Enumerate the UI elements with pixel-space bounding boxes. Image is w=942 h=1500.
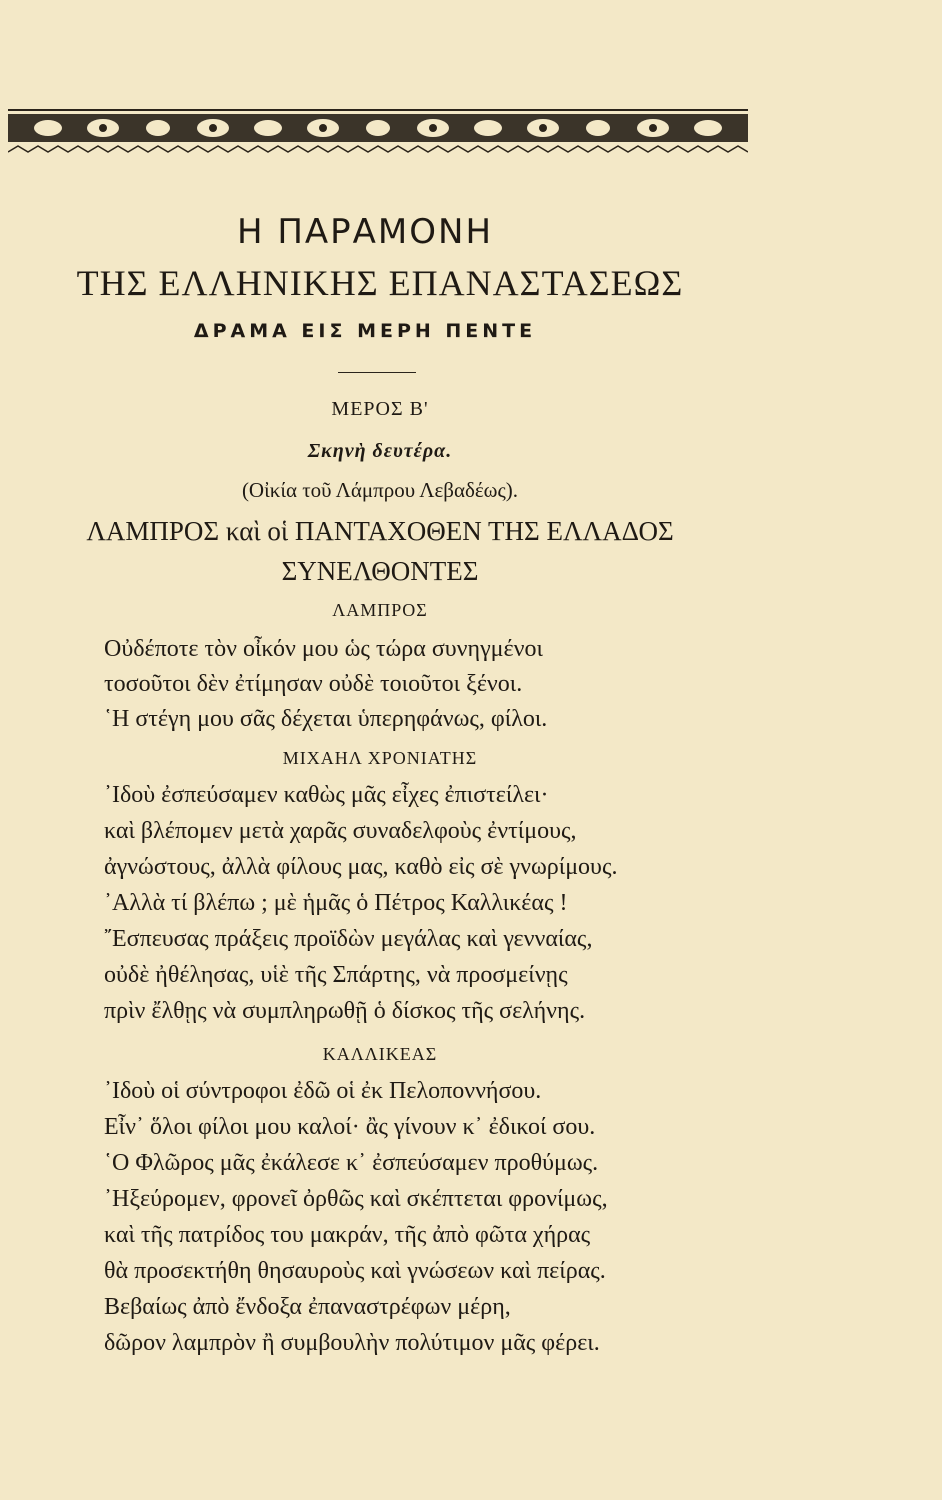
part-heading: ΜΕΡΟΣ Β' xyxy=(331,398,429,420)
verse-line: θὰ προσεκτήθη θησαυροὺς καὶ γνώσεων καὶ πείρας. xyxy=(104,1258,606,1284)
verse-line: ῾Ο Φλῶρος μᾶς ἐκάλεσε κ᾿ ἐσπεύσαμεν προθύμως. xyxy=(104,1150,599,1176)
verse-line: τοσοῦτοι δὲν ἐτίμησαν οὐδὲ τοιοῦτοι ξένοι. xyxy=(104,671,523,697)
speaker-name: ΜΙΧΑΗΛ ΧΡΟΝΙΑΤΗΣ xyxy=(282,748,478,768)
verse-line: καὶ βλέπομεν μετὰ χαρᾶς συναδελφοὺς ἐντίμους, xyxy=(104,818,577,844)
verse-line: ᾿Ιδοὺ ἐσπεύσαμεν καθὼς μᾶς εἶχες ἐπιστείλει· xyxy=(104,782,549,808)
ornamental-header-band xyxy=(8,100,748,162)
verse-line: πρὶν ἔλθῃς νὰ συμπληρωθῇ ὁ δίσκος τῆς σελήνης. xyxy=(104,998,586,1024)
book-title: Η ΠΑΡΑΜΟΝΗ xyxy=(236,212,494,252)
verse-line: ᾿Ιδοὺ οἱ σύντροφοι ἐδῶ οἱ ἐκ Πελοποννήσου. xyxy=(104,1078,542,1104)
verse-line: δῶρον λαμπρὸν ἢ συμβουλὴν πολύτιμον μᾶς φέρει. xyxy=(104,1330,600,1356)
book-subtitle: ΤΗΣ ΕΛΛΗΝΙΚΗΣ ΕΠΑΝΑΣΤΑΣΕΩΣ xyxy=(76,263,684,303)
verse-line: ᾿Ηξεύρομεν, φρονεῖ ὀρθῶς καὶ σκέπτεται φρονίμως, xyxy=(104,1186,608,1212)
verse-line: ῎Εσπευσας πράξεις προϊδὼν μεγάλας καὶ γενναίας, xyxy=(104,926,593,952)
scene-heading: Σκηνὴ δευτέρα. xyxy=(307,440,453,462)
speaker-name: ΚΑΛΛΙΚΕΑΣ xyxy=(322,1044,438,1064)
verse-line: ἀγνώστους, ἀλλὰ φίλους μας, καθὸ εἰς σὲ γνωρίμους. xyxy=(104,854,618,880)
verse-line: Εἶν᾿ ὅλοι φίλοι μου καλοί· ἂς γίνουν κ᾿ ἐδικοί σου. xyxy=(104,1114,596,1140)
speaker-name: ΛΑΜΠΡΟΣ xyxy=(332,600,428,620)
verse-line: οὐδὲ ἠθέλησας, υἱὲ τῆς Σπάρτης, νὰ προσμείνῃς xyxy=(104,962,568,988)
verse-line: καὶ τῆς πατρίδος του μακράν, τῆς ἀπὸ φῶτα χήρας xyxy=(104,1222,591,1248)
characters-heading: ΛΑΜΠΡΟΣ καὶ οἱ ΠΑΝΤΑΧΟΘΕΝ ΤΗΣ ΕΛΛΑΔΟΣ xyxy=(86,516,674,546)
drama-description: ΔΡΑΜΑ ΕΙΣ ΜΕΡΗ ΠΕΝΤΕ xyxy=(193,320,537,342)
verse-line: Βεβαίως ἀπὸ ἔνδοξα ἐπαναστρέφων μέρη, xyxy=(104,1294,511,1320)
characters-heading-cont: ΣΥΝΕΛΘΟΝΤΕΣ xyxy=(281,556,479,586)
verse-line: Οὐδέποτε τὸν οἶκόν μου ὡς τώρα συνηγμένοι xyxy=(104,636,543,662)
verse-line: ῾Η στέγη μου σᾶς δέχεται ὑπερηφάνως, φίλοι. xyxy=(104,706,548,732)
title-divider xyxy=(338,372,416,373)
scene-location: (Οἰκία τοῦ Λάμπρου Λεβαδέως). xyxy=(241,478,519,502)
verse-line: ᾿Αλλὰ τί βλέπω ; μὲ ἡμᾶς ὁ Πέτρος Καλλικέας ! xyxy=(104,890,568,916)
